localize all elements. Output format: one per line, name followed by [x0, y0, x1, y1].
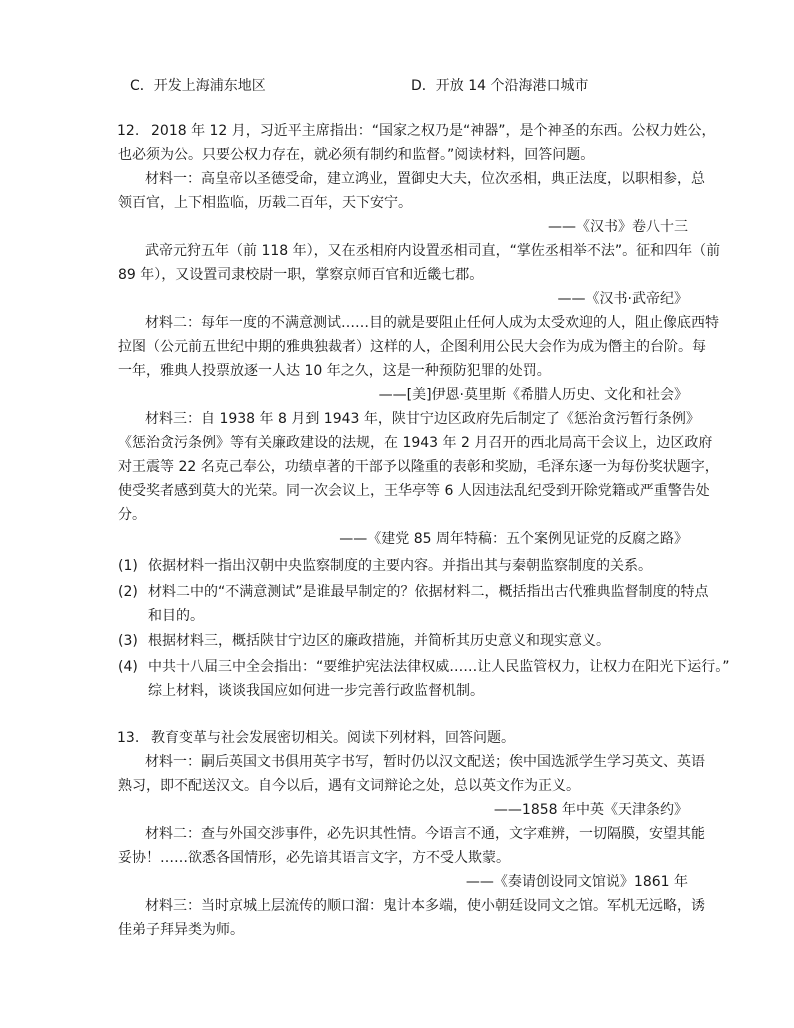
q12-material-1-line-2: 领百官，上下相监临，历载二百年，天下安宁。 — [118, 195, 412, 211]
sub-question-3-text: 根据材料三，概括陕甘宁边区的廉政措施，并简析其历史意义和现实意义。 — [148, 633, 610, 649]
q12-intro-line-1: 2018 年 12 月，习近平主席指出：“国家之权乃是“神器”，是个神圣的东西。公权力姓公， — [151, 123, 716, 139]
sub-question-3-number: (3) — [118, 633, 138, 649]
q13-material-3-line-1: 材料三：当时京城上层流传的顺口溜：鬼计本多端，使小朝廷设同文之馆。军机无远略，诱 — [145, 898, 705, 914]
sub-question-4-text-line-2: 综上材料，谈谈我国应如何进一步完善行政监督机制。 — [148, 683, 484, 699]
q13-material-2-source: ——《奏请创设同文馆说》1861 年 — [465, 874, 688, 890]
q12-material-3-source: ——《建党 85 周年特稿：五个案例见证党的反腐之路》 — [339, 531, 688, 547]
q12-material-1b-line-1: 武帝元狩五年（前 118 年），又在丞相府内设置丞相司直，“掌佐丞相举不法”。征和四年（前 — [145, 243, 721, 259]
q12-material-3-line-1: 材料三：自 1938 年 8 月到 1943 年，陕甘宁边区政府先后制定了《惩治贪污暂行条例》 — [145, 411, 700, 427]
question-12-number: 12. — [117, 123, 140, 139]
q12-material-1-line-1: 材料一：高皇帝以圣德受命，建立鸿业，置御史大夫，位次丞相，典正法度，以职相参，总 — [145, 171, 705, 187]
q12-material-2-line-1: 材料二：每年一度的不满意测试……目的就是要阻止任何人成为太受欢迎的人，阻止像底西特 — [145, 315, 719, 331]
question-13-number: 13. — [117, 730, 140, 746]
q12-material-3-line-5: 分。 — [118, 507, 146, 523]
sub-question-4-number: (4) — [118, 659, 138, 675]
q13-material-1-line-1: 材料一：嗣后英国文书俱用英字书写，暂时仍以汉文配送；俟中国选派学生学习英文、英语 — [145, 754, 705, 770]
option-c: C．开发上海浦东地区 — [130, 78, 266, 94]
q12-material-1b-source: ——《汉书·武帝纪》 — [557, 291, 688, 307]
q13-material-1-line-2: 熟习，即不配送汉文。自今以后，遇有文词辩论之处，总以英文作为正义。 — [118, 778, 580, 794]
q12-material-1b-line-2: 89 年），又设置司隶校尉一职，掌察京师百官和近畿七郡。 — [118, 267, 484, 283]
sub-question-1-text: 依据材料一指出汉朝中央监察制度的主要内容。并指出其与秦朝监察制度的关系。 — [148, 558, 652, 574]
sub-question-1-number: (1) — [118, 558, 138, 574]
q13-material-3-line-2: 佳弟子拜异类为师。 — [118, 922, 244, 938]
q12-material-3-line-4: 使受奖者感到莫大的光荣。同一次会议上，王华亭等 6 人因违法乱纪受到开除党籍或严重警告处 — [118, 483, 710, 499]
sub-question-4-text-line-1: 中共十八届三中全会指出：“要维护宪法法律权威……让人民监管权力，让权力在阳光下运行。” — [148, 659, 730, 675]
q12-material-1-source: ——《汉书》卷八十三 — [548, 219, 688, 235]
sub-question-2-text-line-1: 材料二中的“不满意测试”是谁最早制定的？依据材料二，概括指出古代雅典监督制度的特点 — [148, 584, 709, 600]
option-d: D．开放 14 个沿海港口城市 — [411, 78, 589, 94]
q12-intro-line-2: 也必须为公。只要公权力存在，就必须有制约和监督。”阅读材料，回答问题。 — [118, 147, 595, 163]
q12-material-2-line-3: 一年，雅典人投票放逐一人达 10 年之久，这是一种预防犯罪的处罚。 — [118, 363, 551, 379]
q12-material-3-line-3: 对王震等 22 名克己奉公，功绩卓著的干部予以隆重的表彰和奖励，毛泽东逐一为每份奖状题字， — [118, 459, 719, 475]
sub-question-2-number: (2) — [118, 584, 138, 600]
q12-material-3-line-2: 《惩治贪污条例》等有关廉政建设的法规，在 1943 年 2 月召开的西北局高干会议上，边区政府 — [118, 435, 713, 451]
q12-material-2-line-2: 拉图（公元前五世纪中期的雅典独裁者）这样的人，企图利用公民大会作为成为僭主的台阶。每 — [118, 339, 706, 355]
sub-question-2-text-line-2: 和目的。 — [148, 608, 204, 624]
q12-material-2-source: ——[美]伊恩·莫里斯《希腊人历史、文化和社会》 — [378, 387, 688, 403]
q13-material-1-source: ——1858 年中英《天津条约》 — [493, 802, 688, 818]
q13-intro: 教育变革与社会发展密切相关。阅读下列材料，回答问题。 — [151, 730, 515, 746]
q13-material-2-line-1: 材料二：查与外国交涉事件，必先识其性情。今语言不通，文字难辨，一切隔膜，安望其能 — [145, 826, 705, 842]
q13-material-2-line-2: 妥协！……欲悉各国情形，必先谙其语言文字，方不受人欺蒙。 — [118, 850, 510, 866]
